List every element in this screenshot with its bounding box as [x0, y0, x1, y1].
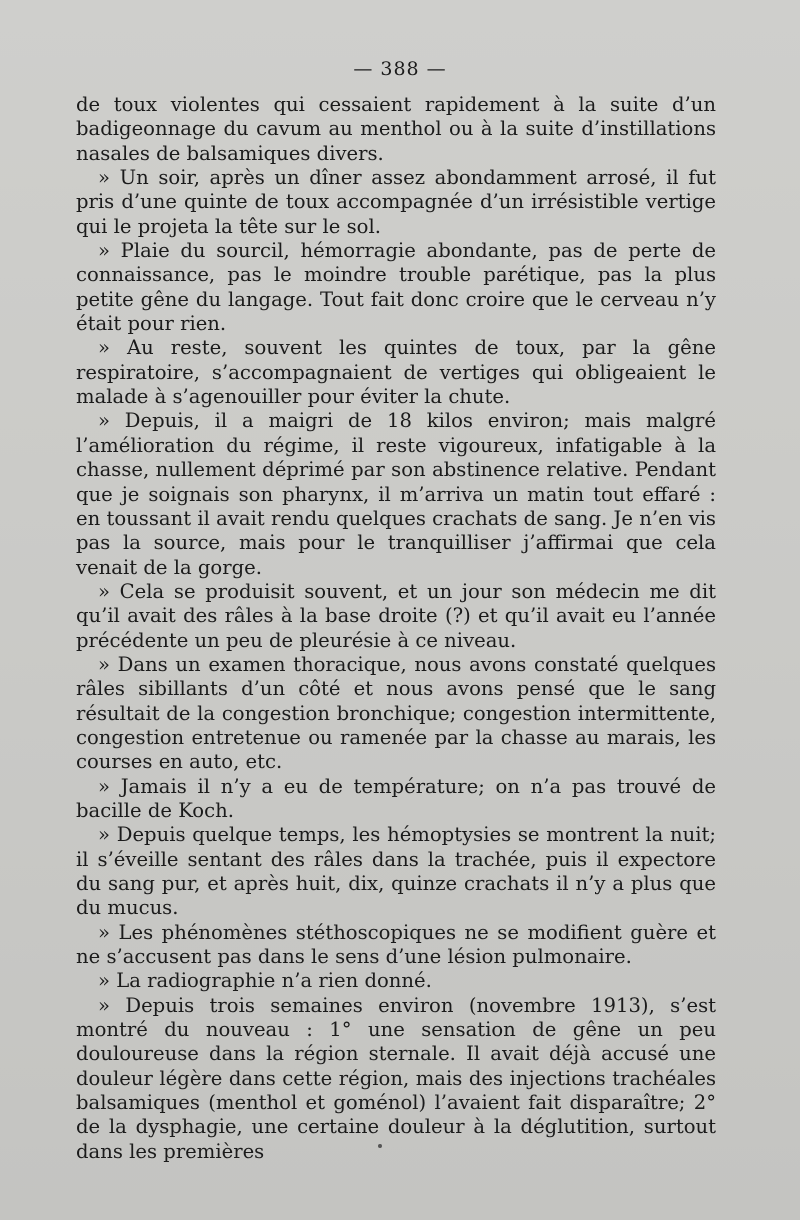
paragraph-7: » Dans un examen thoracique, nous avons constaté quelques râles sibillants d’un côté et nous avons pensé que le sang résultait de la congestion bronchique; congestion intermittente, congestion entretenue ou ramenée par la chasse au marais, les courses en auto, etc.	[76, 652, 716, 774]
page-number: — 388 —	[353, 58, 447, 80]
paragraph-8: » Jamais il n’y a eu de température; on n’a pas trouvé de bacille de Koch.	[76, 774, 716, 822]
paragraph-6: » Cela se produisit souvent, et un jour son médecin me dit qu’il avait des râles à la base droite (?) et qu’il avait eu l’année précédente un peu de pleurésie à ce niveau.	[76, 579, 716, 652]
paragraph-3: » Plaie du sourcil, hémorragie abondante, pas de perte de connaissance, pas le moindre trouble parétique, pas la plus petite gêne du langage. Tout fait donc croire que le cerveau n’y était pour rien.	[76, 239, 716, 336]
ink-speck	[378, 1144, 382, 1148]
paragraph-4: » Au reste, souvent les quintes de toux, par la gêne respiratoire, s’accompagnaient de vertiges qui obligeaient le malade à s’agenouiller pour éviter la chute.	[76, 336, 716, 409]
paragraph-5: » Depuis, il a maigri de 18 kilos environ; mais malgré l’amélioration du régime, il reste vigoureux, infatigable à la chasse, nullement déprimé par son abstinence relative. Pendant que je soignais son pharynx, il m’arriva un matin tout effaré : en toussant il avait rendu quelques crachats de sang. Je n’en vis pas la source, mais pour le tranquilliser j’affirmai que cela venait de la gorge.	[76, 409, 716, 579]
body-text	[76, 93, 716, 1164]
paragraph-10: » Les phénomènes stéthoscopiques ne se modifient guère et ne s’accusent pas dans le sens d’une lésion pulmonaire.	[76, 920, 716, 969]
paragraph-11: » La radiographie n’a rien donné.	[98, 969, 432, 993]
paragraph-9: » Depuis quelque temps, les hémoptysies se montrent la nuit; il s’éveille sentant des râles dans la trachée, puis il expectore du sang pur, et après huit, dix, quinze crachats il n’y a plus que du mucus.	[76, 823, 716, 920]
paragraph-1: de toux violentes qui cessaient rapidement à la suite d’un badigeonnage du cavum au menthol ou à la suite d’instillations nasales de balsamiques divers.	[76, 93, 716, 165]
paragraph-2: » Un soir, après un dîner assez abondamment arrosé, il fut pris d’une quinte de toux accompagnée d’un irrésistible vertige qui le projeta la tête sur le sol.	[76, 166, 716, 238]
paragraph-12: » Depuis trois semaines environ (novembre 1913), s’est montré du nouveau : 1° une sensation de gêne un peu douloureuse dans la région sternale. Il avait déjà accusé une douleur légère dans cette région, mais des injections trachéales balsamiques (menthol et goménol) l’avaient fait disparaître; 2° de la dysphagie, une certaine douleur à la déglutition, surtout dans les premières	[76, 993, 716, 1163]
